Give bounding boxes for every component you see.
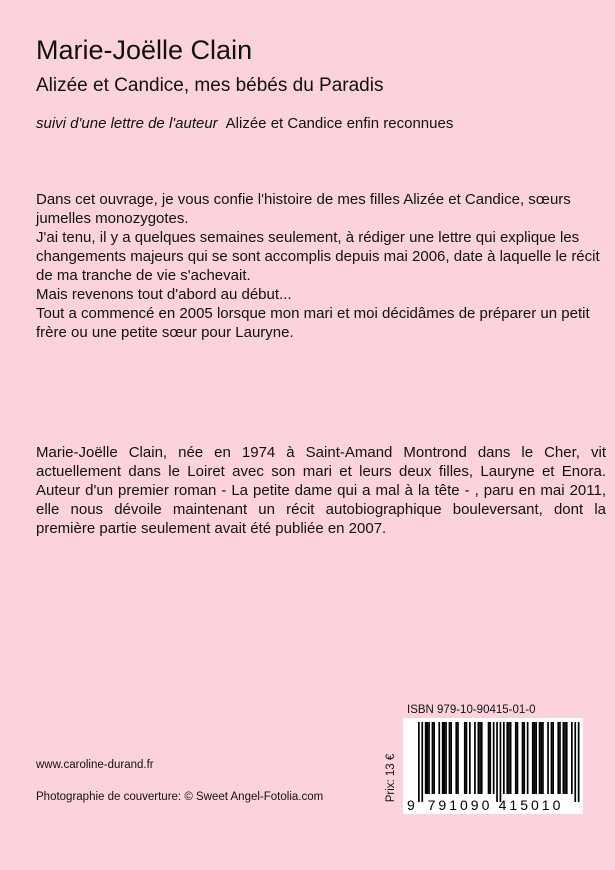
author-name: Marie-Joëlle Clain	[36, 35, 253, 65]
barcode-bar	[444, 722, 446, 794]
barcode-bar	[500, 722, 502, 802]
barcode-bar	[539, 722, 541, 794]
synopsis-line: Mais revenons tout d'abord au début...	[36, 286, 292, 303]
synopsis-line: Tout a commencé en 2005 lorsque mon mari et moi décidâmes de préparer un petit frère ou une petite sœur pour Lauryne.	[36, 305, 590, 341]
barcode-bar	[493, 722, 495, 794]
barcode-bar	[428, 722, 430, 794]
barcode-bar	[522, 722, 524, 794]
barcode-bar	[564, 722, 566, 794]
synopsis-line: Dans cet ouvrage, je vous confie l'histoire de mes filles Alizée et Candice, sœurs jumelles monozygotes.	[36, 191, 571, 227]
barcode-bar	[551, 722, 553, 794]
barcode-bar	[574, 722, 576, 802]
barcode-bar	[449, 722, 451, 794]
barcode-bar	[534, 722, 536, 794]
barcode-bar	[442, 722, 444, 794]
synopsis-paragraph	[36, 190, 606, 342]
barcode-bar	[466, 722, 468, 794]
barcode-digits-left: 791090	[427, 797, 493, 813]
barcode-bar	[427, 722, 429, 794]
barcode-bar	[535, 722, 537, 794]
barcode-bar	[547, 722, 549, 794]
barcode-bar	[566, 722, 568, 794]
barcode-bar	[503, 722, 505, 794]
barcode-bar	[557, 722, 559, 794]
subtitle-plain: Alizée et Candice enfin reconnues	[225, 115, 454, 132]
barcode-bar	[481, 722, 483, 794]
barcode-bar	[432, 722, 434, 794]
barcode-bar	[542, 722, 544, 794]
book-title: Alizée et Candice, mes bébés du Paradis	[36, 75, 384, 96]
barcode-bar	[571, 722, 573, 794]
photo-credit: Photographie de couverture: © Sweet Angel-Fotolia.com	[36, 791, 324, 803]
price-text: Prix: 13 €	[385, 753, 397, 803]
isbn-label: ISBN 979-10-90415-01-0	[407, 704, 536, 716]
barcode	[403, 718, 583, 814]
barcode-digits-right: 415010	[498, 797, 564, 813]
price-label	[384, 746, 398, 810]
subtitle-italic: suivi d'une lettre de l'auteur	[36, 115, 218, 132]
barcode-bar	[438, 722, 440, 794]
barcode-bar	[578, 722, 580, 802]
barcode-graphic	[403, 718, 583, 814]
barcode-bar	[425, 722, 427, 794]
barcode-bar	[510, 722, 512, 794]
synopsis-line: J'ai tenu, il y a quelques semaines seulement, à rédiger une lettre qui explique les changements majeurs qui se sont accomplis depuis mai 2006, date à laquelle le récit de ma tranche de vie s'achevait.	[36, 229, 600, 284]
barcode-bar	[464, 722, 466, 794]
barcode-bar	[433, 722, 435, 794]
barcode-bar	[469, 722, 471, 794]
barcode-bar	[527, 722, 529, 794]
barcode-bar	[478, 722, 480, 794]
barcode-digit-first: 9	[407, 797, 415, 813]
barcode-bar	[479, 722, 481, 794]
author-biography: Marie-Joëlle Clain, née en 1974 à Saint-Amand Montrond dans le Cher, vit actuellement dans le Loiret avec son mari et leurs deux filles, Lauryne et Enora. Auteur d'un premier roman - La petite dame qui a mal à la tête - , paru en mai 2011, elle nous dévoile maintenant un récit autobiographique bouleversant, dont la première partie seulement avait été publiée en 2007.	[36, 444, 606, 537]
barcode-bar	[523, 722, 525, 794]
barcode-bar	[559, 722, 561, 794]
barcode-bar	[489, 722, 491, 794]
barcode-bar	[474, 722, 476, 794]
barcode-bar	[445, 722, 447, 794]
barcode-bar	[515, 722, 517, 794]
barcode-bar	[552, 722, 554, 794]
barcode-bar	[421, 722, 423, 802]
publisher-website: www.caroline-durand.fr	[36, 759, 154, 771]
barcode-bar	[488, 722, 490, 794]
barcode-bar	[496, 722, 498, 802]
barcode-bar	[508, 722, 510, 794]
barcode-bar	[455, 722, 457, 794]
barcode-bar	[563, 722, 565, 794]
barcode-bar	[418, 722, 420, 802]
barcode-bar	[517, 722, 519, 794]
barcode-bar	[506, 722, 508, 794]
barcode-bar	[532, 722, 534, 794]
barcode-bar	[457, 722, 459, 794]
book-subtitle	[36, 114, 453, 134]
barcode-bar	[540, 722, 542, 794]
barcode-bar	[450, 722, 452, 794]
